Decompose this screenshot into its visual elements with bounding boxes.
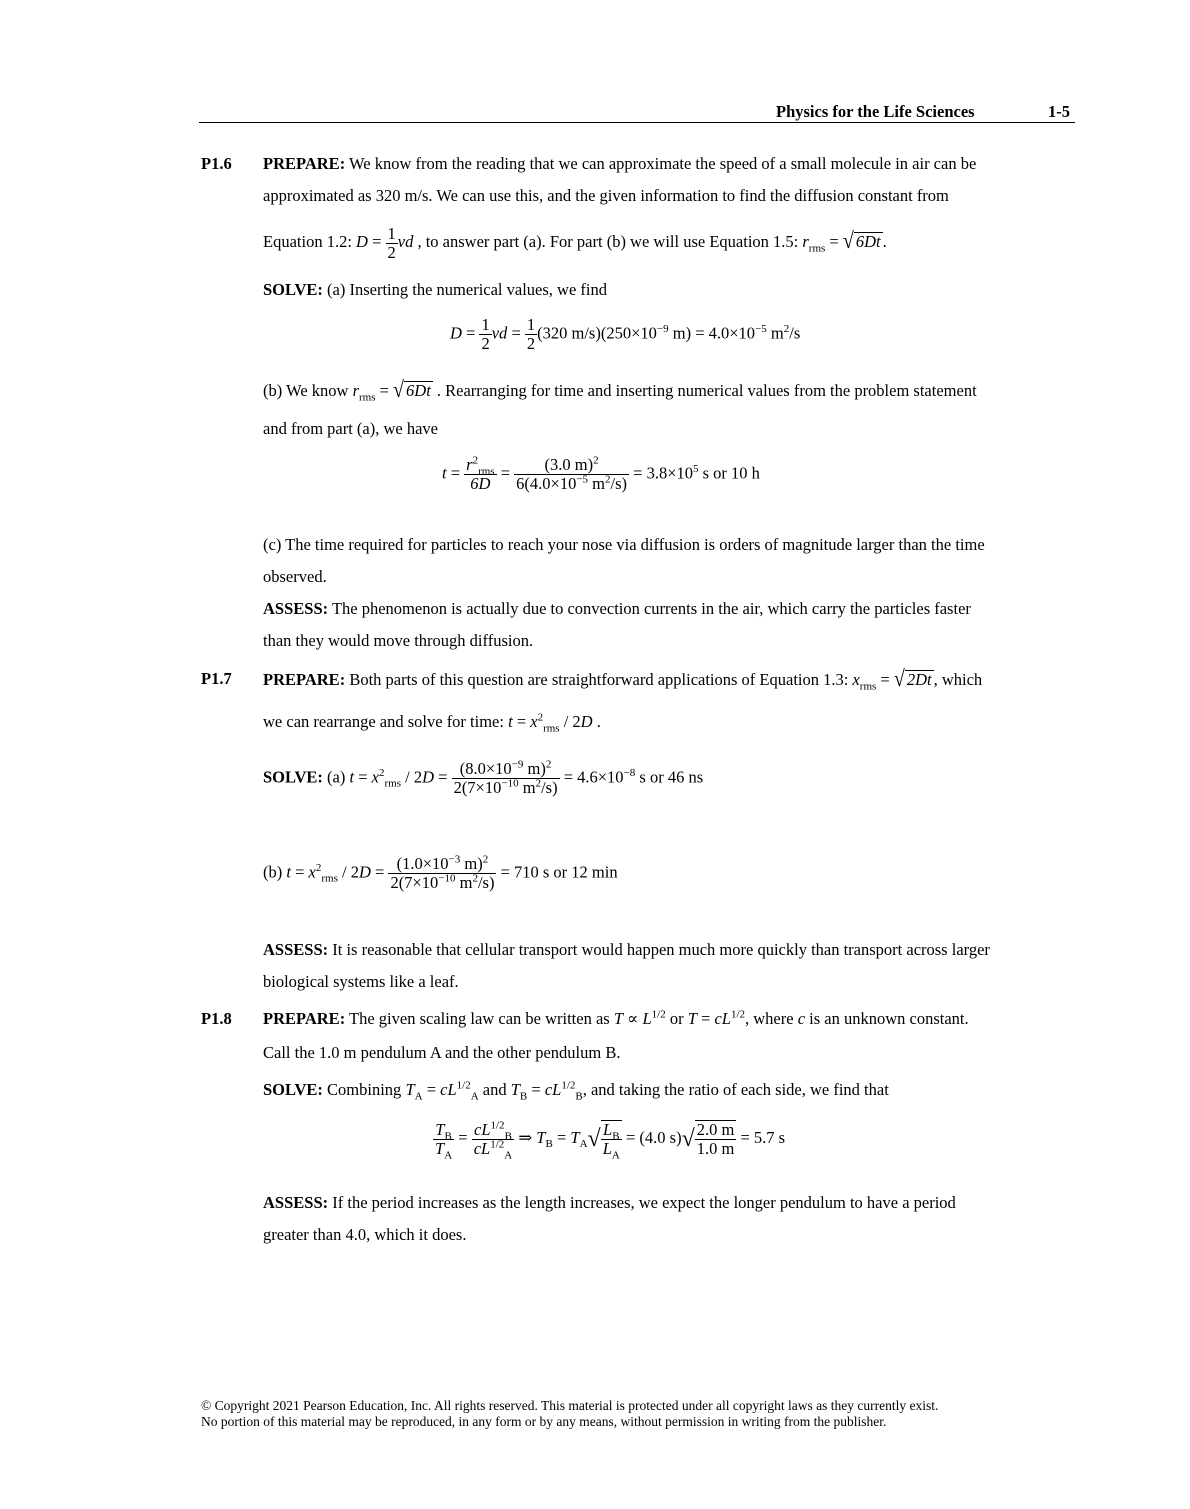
p16-part-b-line1	[263, 377, 977, 404]
p17-prepare-label: PREPARE:	[263, 670, 346, 689]
p17-assess-line1	[263, 940, 990, 960]
footer-line1: © Copyright 2021 Pearson Education, Inc. All rights reserved. This material is protected under all copyright laws as they currently exist.	[201, 1398, 939, 1413]
p18-assess-line2: greater than 4.0, which it does.	[263, 1225, 467, 1244]
p17-solve-label: SOLVE:	[263, 767, 323, 787]
p18-solve-text1: Combining	[327, 1080, 402, 1099]
p17-equation-b: (b) $t = x^2_{rms} / 2D$ = $\frac{(1.0\times 10^{-3} m)^2}{2(7\times 10^{-10} m^2/s)}$ = 710 s or 12 min	[263, 853, 618, 892]
problem-number-p17: P1.7	[201, 669, 232, 688]
p18-solve-line	[263, 1079, 889, 1103]
p18-prepare-or: or	[669, 1009, 684, 1028]
p18-law-eq: $T = cL^{1/2}$	[687, 1008, 746, 1028]
p16-solve-line	[263, 280, 607, 300]
footer-line2: No portion of this material may be reproduced, in any form or by any means, without permission in writing from the publisher.	[201, 1414, 887, 1429]
p17-prepare-t-eq: $t = x^2_{rms} / 2D$ .	[508, 711, 601, 735]
header-title: Physics for the Life Sciences	[776, 102, 975, 121]
p16-part-c-line1: (c) The time required for particles to reach your nose via diffusion is orders of magnitude larger than the time	[263, 535, 985, 554]
p16-prepare-label: PREPARE:	[263, 154, 346, 173]
p16-equation-b: t = $\frac{r^2_{rms}}{6D}$ = $\frac{(3.0 m)^2}{6(4.0\times 10^{-5} m^2/s)}$ = $3.8\times 10^5$ s or 10 h	[442, 454, 760, 493]
p17-prepare-xrms-eq: $x_{rms}$ = √ 2Dt	[852, 666, 932, 693]
p16-part-b-text2: . Rearranging for time and inserting numerical values from the problem statement	[436, 381, 977, 400]
p18-solve-text3: , and taking the ratio of each side, we find that	[582, 1080, 889, 1099]
p16-assess-text1: The phenomenon is actually due to convection currents in the air, which carry the particles faster	[331, 599, 971, 618]
p16-inline-equation-d: D = $\frac{1}{2}$ vd	[356, 223, 414, 262]
p18-equation: $\frac{T_B}{T_A}$ = $\frac{cL^{1/2}_B}{cL^{1/2}_A}$ ⇒ $T_B = T_A√$ $\frac{L_B}{L_A}$ = (4.0 s)√ $\frac{2.0 m}{1.0 m}$ = 5.7 s	[435, 1119, 786, 1162]
p18-prepare-line2: Call the 1.0 m pendulum A and the other pendulum B.	[263, 1043, 621, 1062]
problem-number-p18: P1.8	[201, 1009, 232, 1028]
problem-number-p16: P1.6	[201, 154, 232, 173]
p16-part-c-line2: observed.	[263, 567, 327, 586]
header-rule	[199, 122, 1075, 123]
p17-prepare-text1b: , which	[933, 670, 983, 689]
p16-part-b-text1: (b) We know	[263, 381, 349, 400]
p18-prepare-text1d: is an unknown constant.	[809, 1009, 969, 1028]
p18-assess-line1	[263, 1193, 956, 1213]
p16-solve-text: (a) Inserting the numerical values, we find	[327, 280, 607, 299]
p16-assess-label: ASSESS:	[263, 599, 329, 618]
p16-assess-line1	[263, 599, 971, 619]
p16-assess-line2: than they would move through diffusion.	[263, 631, 534, 650]
p16-prepare-text1: We know from the reading that we can approximate the speed of a small molecule in air can be	[349, 154, 977, 173]
p16-part-b-line2: and from part (a), we have	[263, 419, 438, 438]
p16-prepare-line3	[263, 223, 887, 262]
p18-tb-eq: $T_B = cL^{1/2}_B$	[510, 1079, 583, 1103]
p17-assess-text1: It is reasonable that cellular transport would happen much more quickly than transport across larger	[332, 940, 990, 959]
header-page-number: 1-5	[1048, 102, 1070, 121]
p18-assess-text1: If the period increases as the length increases, we expect the longer pendulum to have a period	[332, 1193, 956, 1212]
p16-inline-equation-rms: $r_{rms}$ = √ 6Dt .	[802, 228, 887, 255]
p17-equation-a: SOLVE: (a) $t = x^2_{rms} / 2D$ = $\frac{(8.0\times 10^{-9} m)^2}{2(7\times 10^{-10} m^2/s)}$ = $4.6\times 10^{-8}$ s or 46 ns	[263, 758, 704, 797]
p18-solve-label: SOLVE:	[263, 1080, 323, 1099]
p17-prepare-line2	[263, 711, 601, 735]
p18-prop-eq: $T \propto L^{1/2}$	[613, 1008, 666, 1028]
p17-prepare-text2: we can rearrange and solve for time:	[263, 712, 504, 731]
p18-solve-and: and	[482, 1080, 507, 1099]
p16-prepare-line2: approximated as 320 m/s. We can use this, and the given information to find the diffusion constant from	[263, 186, 949, 205]
p18-assess-label: ASSESS:	[263, 1193, 329, 1212]
p16-prepare-eq-ref: Equation 1.2:	[263, 232, 352, 251]
p17-assess-label: ASSESS:	[263, 940, 329, 959]
p16-solve-label: SOLVE:	[263, 280, 323, 299]
p18-prepare-text1: The given scaling law can be written as	[349, 1009, 610, 1028]
p18-const-c: c	[797, 1009, 806, 1028]
p16-prepare-line1	[263, 154, 976, 174]
p16-equation-a: D = $\frac{1}{2}$ vd = $\frac{1}{2}$ (320 $m/s)(250\times 10^{-9}$ $m) = 4.0\times 10^{-5}$ $m^2/s$	[450, 315, 801, 353]
p16-part-b-rms-eq: $r_{rms}$ = √ 6Dt	[352, 377, 431, 404]
p16-prepare-text3: , to answer part (a). For part (b) we will use Equation 1.5:	[417, 232, 799, 251]
p18-prepare-label: PREPARE:	[263, 1009, 346, 1028]
p17-prepare-line1	[263, 666, 983, 693]
p18-ta-eq: $T_A = cL^{1/2}_A$	[405, 1079, 479, 1103]
p18-prepare-line1	[263, 1009, 969, 1029]
p17-assess-line2: biological systems like a leaf.	[263, 972, 459, 991]
p17-prepare-text1: Both parts of this question are straightforward applications of Equation 1.3:	[349, 670, 849, 689]
p18-prepare-where: , where	[745, 1009, 794, 1028]
copyright-footer	[201, 1398, 1076, 1430]
